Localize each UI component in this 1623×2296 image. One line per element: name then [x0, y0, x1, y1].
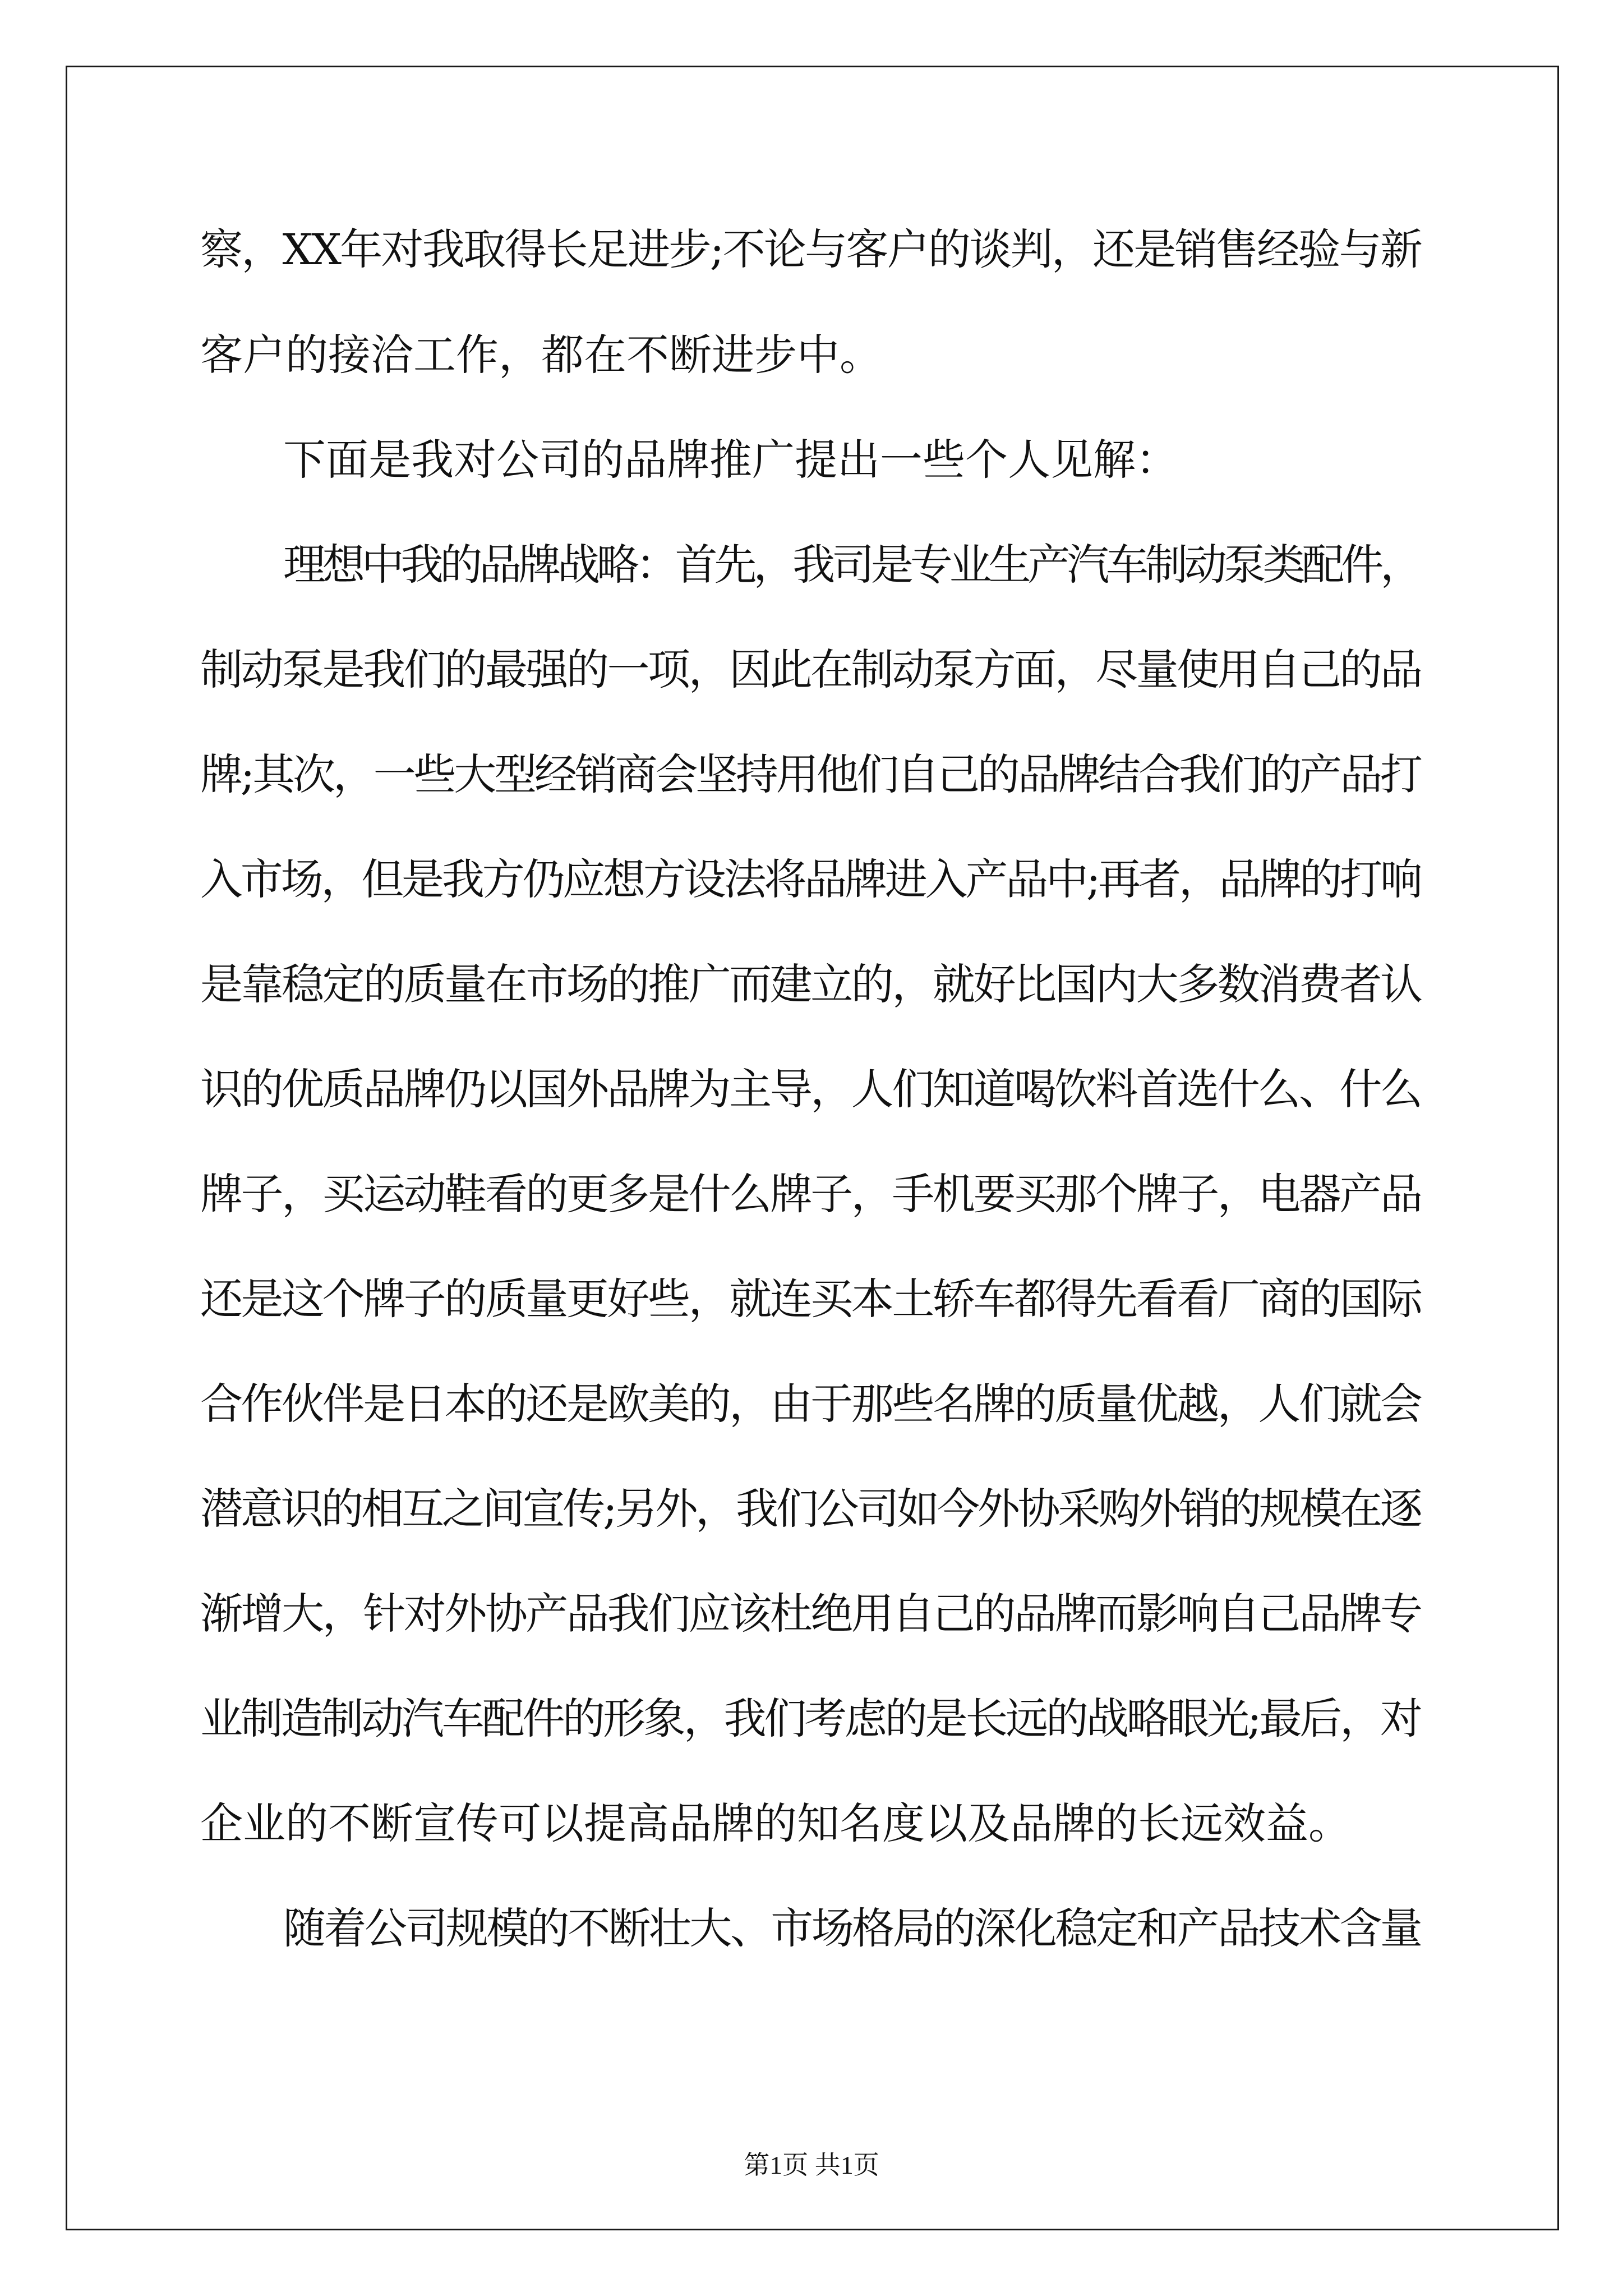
text-line: 牌子，买运动鞋看的更多是什么牌子，手机要买那个牌子，电器产品 — [200, 1169, 1421, 1219]
text-line: 还是这个牌子的质量更好些，就连买本土轿车都得先看看厂商的国际 — [200, 1274, 1421, 1324]
text-line: 制动泵是我们的最强的一项，因此在制动泵方面，尽量使用自己的品 — [200, 645, 1421, 694]
text-line: 渐增大，针对外协产品我们应该杜绝用自己的品牌而影响自己品牌专 — [200, 1589, 1421, 1639]
paragraph-first-line: 下面是我对公司的品牌推广提出一些个人见解： — [283, 435, 1178, 485]
page-number-footer: 第1页 共1页 — [744, 2151, 879, 2179]
text-line: 客户的接洽工作，都在不断进步中。 — [200, 330, 882, 380]
paragraph-first-line: 理想中我的品牌战略：首先，我司是专业生产汽车制动泵类配件， — [283, 540, 1419, 590]
text-line: 识的优质品牌仍以国外品牌为主导，人们知道喝饮料首选什么、什么 — [200, 1064, 1421, 1114]
text-line: 牌;其次，一些大型经销商会坚持用他们自己的品牌结合我们的产品打 — [200, 749, 1421, 799]
text-line: 潜意识的相互之间宣传;另外，我们公司如今外协采购外销的规模在逐 — [200, 1484, 1421, 1534]
text-line: 入市场，但是我方仍应想方设法将品牌进入产品中;再者，品牌的打响 — [200, 854, 1421, 904]
text-line: 业制造制动汽车配件的形象，我们考虑的是长远的战略眼光;最后，对 — [200, 1694, 1421, 1743]
paragraph-first-line: 随着公司规模的不断壮大、市场格局的深化稳定和产品技术含量 — [283, 1903, 1421, 1953]
text-line: 企业的不断宣传可以提高品牌的知名度以及品牌的长远效益。 — [200, 1798, 1351, 1848]
text-line: 是靠稳定的质量在市场的推广而建立的，就好比国内大多数消费者认 — [200, 959, 1421, 1009]
text-line: 察，XX年对我取得长足进步;不论与客户的谈判，还是销售经验与新 — [200, 224, 1422, 274]
text-line: 合作伙伴是日本的还是欧美的，由于那些名牌的质量优越，人们就会 — [200, 1379, 1421, 1429]
